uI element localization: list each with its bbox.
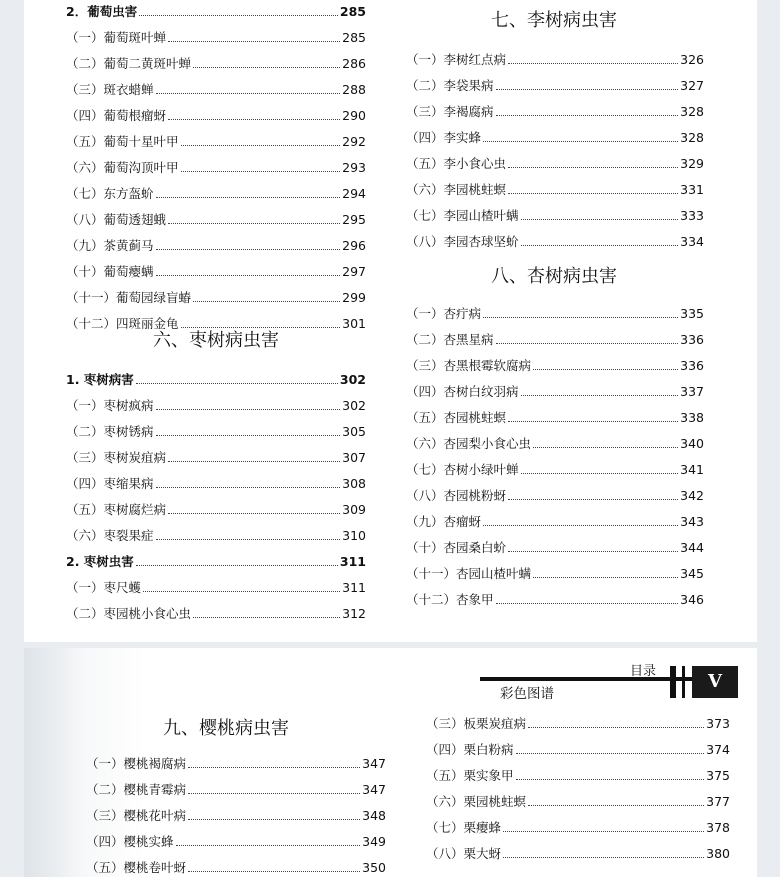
- toc-entry-page: 334: [680, 234, 704, 249]
- dot-leader: [533, 369, 678, 370]
- toc-entry: [66, 544, 366, 570]
- toc-entry-page: 333: [680, 208, 704, 223]
- toc-entry-page: 375: [706, 768, 730, 783]
- toc-entry: [66, 362, 366, 388]
- toc-entry: [426, 732, 730, 758]
- toc-entry: [86, 772, 386, 798]
- toc-entry-page: 338: [680, 410, 704, 425]
- toc-entry-page: 335: [680, 306, 704, 321]
- toc-entry: [406, 120, 704, 146]
- toc-entry-title: （六）葡萄沟顶叶甲: [66, 160, 179, 175]
- toc-entry-title: （四）李实蜂: [406, 130, 482, 145]
- toc-entry: [406, 400, 704, 426]
- header-section-label: 目录: [630, 664, 657, 679]
- dot-leader: [168, 119, 340, 120]
- toc-entry: [406, 296, 704, 322]
- toc-entry: [66, 98, 366, 124]
- toc-entry-title: （二）葡萄二黄斑叶蝉: [66, 56, 192, 71]
- toc-column-right-top-2: [406, 296, 704, 608]
- toc-entry-title: （二）李袋果病: [406, 78, 494, 93]
- dot-leader: [139, 15, 338, 16]
- dot-leader: [156, 539, 341, 540]
- toc-entry-page: 286: [342, 56, 366, 71]
- dot-leader: [188, 793, 360, 794]
- toc-entry-title: （五）葡萄十星叶甲: [66, 134, 179, 149]
- toc-entry: [406, 348, 704, 374]
- header-subtitle: 彩色图谱: [500, 686, 554, 702]
- dot-leader: [483, 525, 678, 526]
- toc-entry-page: 301: [342, 316, 366, 331]
- toc-entry: [86, 798, 386, 824]
- toc-entry: [406, 94, 704, 120]
- toc-entry-page: 329: [680, 156, 704, 171]
- dot-leader: [156, 249, 341, 250]
- dot-leader: [503, 857, 704, 858]
- toc-entry-page: 345: [680, 566, 704, 581]
- toc-entry-page: 328: [680, 104, 704, 119]
- dot-leader: [533, 577, 678, 578]
- toc-entry: [426, 810, 730, 836]
- toc-entry-title: （五）栗实象甲: [426, 768, 514, 783]
- header-bar-thick: [670, 666, 676, 698]
- toc-entry-page: 299: [342, 290, 366, 305]
- toc-entry-page: 307: [342, 450, 366, 465]
- toc-entry-page: 374: [706, 742, 730, 757]
- toc-entry-page: 328: [680, 130, 704, 145]
- toc-entry: [86, 850, 386, 876]
- dot-leader: [533, 447, 678, 448]
- dot-leader: [496, 343, 679, 344]
- toc-entry-page: 302: [339, 372, 366, 387]
- dot-leader: [156, 435, 341, 436]
- toc-entry-page: 297: [342, 264, 366, 279]
- toc-entry-title: （四）樱桃实蜂: [86, 834, 174, 849]
- dot-leader: [168, 513, 340, 514]
- toc-entry: [66, 414, 366, 440]
- toc-entry: [66, 150, 366, 176]
- toc-entry-page: 285: [342, 30, 366, 45]
- dot-leader: [483, 141, 678, 142]
- toc-entry: [406, 374, 704, 400]
- toc-entry-title: （一）杏疔病: [406, 306, 482, 321]
- toc-entry: [66, 596, 366, 622]
- toc-column-left-top-2: [66, 362, 366, 622]
- toc-entry-title: （九）杏瘤蚜: [406, 514, 482, 529]
- toc-entry-title: （三）板栗炭疽病: [426, 716, 527, 731]
- toc-entry: [426, 758, 730, 784]
- page-header: [480, 660, 756, 700]
- toc-entry: [66, 466, 366, 492]
- toc-entry-page: 309: [342, 502, 366, 517]
- toc-entry-page: 380: [706, 846, 730, 861]
- dot-leader: [508, 63, 678, 64]
- toc-entry-title: （二）樱桃青霉病: [86, 782, 187, 797]
- toc-entry-page: 341: [680, 462, 704, 477]
- dot-leader: [496, 89, 679, 90]
- toc-entry-page: 294: [342, 186, 366, 201]
- toc-column-left-bottom: [86, 746, 386, 876]
- toc-entry-page: 292: [342, 134, 366, 149]
- toc-entry: [406, 68, 704, 94]
- toc-entry: [406, 504, 704, 530]
- dot-leader: [193, 301, 340, 302]
- toc-entry: [406, 478, 704, 504]
- toc-entry: [406, 146, 704, 172]
- dot-leader: [528, 805, 704, 806]
- toc-entry: [406, 198, 704, 224]
- header-bar-thin: [682, 666, 685, 698]
- toc-entry-page: 347: [362, 782, 386, 797]
- toc-entry-title: （七）栗瘿蜂: [426, 820, 502, 835]
- dot-leader: [508, 499, 678, 500]
- toc-entry-title: （十二）杏象甲: [406, 592, 494, 607]
- page-number-badge: V: [692, 666, 738, 698]
- toc-entry-title: （一）樱桃褐腐病: [86, 756, 187, 771]
- toc-entry-page: 377: [706, 794, 730, 809]
- toc-entry-title: （一）李树红点病: [406, 52, 507, 67]
- toc-entry-page: 290: [342, 108, 366, 123]
- toc-entry: [66, 176, 366, 202]
- dot-leader: [483, 317, 678, 318]
- toc-entry-page: 312: [342, 606, 366, 621]
- toc-entry: [66, 0, 366, 20]
- toc-entry-title: （六）枣裂果症: [66, 528, 154, 543]
- toc-entry: [406, 556, 704, 582]
- dot-leader: [508, 193, 678, 194]
- toc-entry: [66, 46, 366, 72]
- toc-entry-page: 331: [680, 182, 704, 197]
- toc-entry-page: 336: [680, 332, 704, 347]
- dot-leader: [508, 551, 678, 552]
- dot-leader: [168, 461, 340, 462]
- toc-entry-page: 348: [362, 808, 386, 823]
- toc-entry: [426, 836, 730, 862]
- toc-entry-page: 350: [362, 860, 386, 875]
- dot-leader: [136, 383, 338, 384]
- toc-entry-title: （八）栗大蚜: [426, 846, 502, 861]
- dot-leader: [521, 219, 679, 220]
- toc-entry: [406, 426, 704, 452]
- toc-entry: [66, 388, 366, 414]
- dot-leader: [156, 409, 341, 410]
- toc-entry: [86, 824, 386, 850]
- dot-leader: [496, 603, 679, 604]
- toc-entry-page: 343: [680, 514, 704, 529]
- toc-entry: [406, 322, 704, 348]
- dot-leader: [181, 145, 341, 146]
- toc-entry: [86, 746, 386, 772]
- toc-entry-title: （八）杏园桃粉蚜: [406, 488, 507, 503]
- toc-entry-page: 305: [342, 424, 366, 439]
- dot-leader: [188, 819, 360, 820]
- toc-entry: [66, 518, 366, 544]
- toc-entry-page: 310: [342, 528, 366, 543]
- toc-entry-title: （五）枣树腐烂病: [66, 502, 167, 517]
- toc-entry: [66, 124, 366, 150]
- toc-entry-title: （七）李园山楂叶螨: [406, 208, 519, 223]
- dot-leader: [508, 421, 678, 422]
- toc-entry: [66, 492, 366, 518]
- toc-entry-title: （十一）葡萄园绿盲蝽: [66, 290, 192, 305]
- toc-entry-title: （六）杏园梨小食心虫: [406, 436, 532, 451]
- toc-entry-title: （四）杏树白纹羽病: [406, 384, 519, 399]
- toc-entry-page: 296: [342, 238, 366, 253]
- toc-entry-title: （十一）杏园山楂叶螨: [406, 566, 532, 581]
- toc-entry-page: 326: [680, 52, 704, 67]
- dot-leader: [176, 845, 361, 846]
- dot-leader: [521, 245, 679, 246]
- toc-entry: [66, 254, 366, 280]
- toc-entry-page: 344: [680, 540, 704, 555]
- toc-entry: [406, 42, 704, 68]
- toc-entry: [66, 570, 366, 596]
- toc-entry-title: （九）茶黄蓟马: [66, 238, 154, 253]
- dot-leader: [193, 67, 340, 68]
- dot-leader: [521, 395, 679, 396]
- dot-leader: [188, 871, 360, 872]
- toc-entry-page: 349: [362, 834, 386, 849]
- toc-entry-title: （六）李园桃蛀螟: [406, 182, 507, 197]
- section-title-apricot: 八、杏树病虫害: [491, 266, 617, 287]
- toc-entry-title: （四）栗白粉病: [426, 742, 514, 757]
- toc-entry-page: 302: [342, 398, 366, 413]
- dot-leader: [181, 171, 341, 172]
- toc-entry: [66, 202, 366, 228]
- toc-entry-title: 2. 枣树虫害: [66, 554, 134, 569]
- toc-entry-title: （一）枣尺蠖: [66, 580, 142, 595]
- section-title-jujube: 六、枣树病虫害: [153, 330, 279, 351]
- dot-leader: [193, 617, 340, 618]
- toc-column-right-bottom: [426, 706, 730, 862]
- toc-entry-title: 2．葡萄虫害: [66, 4, 138, 19]
- toc-entry-title: （五）杏园桃蛀螟: [406, 410, 507, 425]
- dot-leader: [508, 167, 678, 168]
- toc-entry-page: 308: [342, 476, 366, 491]
- toc-entry-title: （八）葡萄透翅蛾: [66, 212, 167, 227]
- toc-entry-page: 337: [680, 384, 704, 399]
- toc-entry-title: （一）葡萄斑叶蝉: [66, 30, 167, 45]
- toc-entry-page: 373: [706, 716, 730, 731]
- dot-leader: [143, 591, 340, 592]
- toc-entry-page: 295: [342, 212, 366, 227]
- toc-column-left-top: [66, 0, 366, 332]
- toc-entry: [66, 440, 366, 466]
- dot-leader: [168, 223, 340, 224]
- toc-entry-title: （五）李小食心虫: [406, 156, 507, 171]
- toc-entry-page: 347: [362, 756, 386, 771]
- toc-entry-title: （二）杏黑星病: [406, 332, 494, 347]
- toc-entry-title: （三）樱桃花叶病: [86, 808, 187, 823]
- toc-entry-title: （三）李褐腐病: [406, 104, 494, 119]
- toc-entry-page: 327: [680, 78, 704, 93]
- toc-entry-page: 293: [342, 160, 366, 175]
- toc-entry-title: （十）杏园桑白蚧: [406, 540, 507, 555]
- toc-entry: [426, 706, 730, 732]
- toc-entry: [66, 20, 366, 46]
- toc-entry-title: （三）杏黑根霉软腐病: [406, 358, 532, 373]
- toc-entry-page: 346: [680, 592, 704, 607]
- section-title-cherry: 九、樱桃病虫害: [163, 718, 289, 739]
- toc-entry-page: 342: [680, 488, 704, 503]
- toc-entry-title: （八）李园杏球坚蚧: [406, 234, 519, 249]
- toc-entry-page: 336: [680, 358, 704, 373]
- dot-leader: [156, 487, 341, 488]
- toc-column-right-top: [406, 42, 704, 250]
- toc-entry-title: （二）枣树锈病: [66, 424, 154, 439]
- dot-leader: [516, 753, 705, 754]
- toc-entry-title: （七）东方盔蚧: [66, 186, 154, 201]
- toc-entry-title: （六）栗园桃蛀螟: [426, 794, 527, 809]
- toc-entry: [406, 172, 704, 198]
- toc-entry: [66, 280, 366, 306]
- toc-entry-page: 340: [680, 436, 704, 451]
- dot-leader: [521, 473, 679, 474]
- toc-entry-title: （十）葡萄瘿螨: [66, 264, 154, 279]
- toc-entry: [66, 228, 366, 254]
- toc-entry-page: 285: [339, 4, 366, 19]
- toc-entry-title: （二）枣园桃小食心虫: [66, 606, 192, 621]
- dot-leader: [496, 115, 679, 116]
- toc-entry-title: （一）枣树疯病: [66, 398, 154, 413]
- dot-leader: [156, 93, 341, 94]
- toc-entry-title: （三）斑衣蜡蝉: [66, 82, 154, 97]
- toc-entry: [406, 582, 704, 608]
- toc-entry: [426, 784, 730, 810]
- section-title-plum: 七、李树病虫害: [491, 10, 617, 31]
- dot-leader: [168, 41, 340, 42]
- toc-entry-title: 1. 枣树病害: [66, 372, 134, 387]
- toc-entry: [406, 452, 704, 478]
- dot-leader: [136, 565, 338, 566]
- toc-entry-page: 378: [706, 820, 730, 835]
- toc-entry-title: （十二）四斑丽金龟: [66, 316, 179, 331]
- toc-entry-page: 311: [339, 554, 366, 569]
- dot-leader: [503, 831, 704, 832]
- toc-entry: [406, 530, 704, 556]
- toc-entry: [66, 72, 366, 98]
- toc-entry: [406, 224, 704, 250]
- toc-entry-title: （三）枣树炭疽病: [66, 450, 167, 465]
- toc-entry-page: 311: [342, 580, 366, 595]
- toc-entry-title: （七）杏树小绿叶蝉: [406, 462, 519, 477]
- dot-leader: [516, 779, 705, 780]
- dot-leader: [156, 275, 341, 276]
- toc-entry-title: （四）枣缩果病: [66, 476, 154, 491]
- toc-entry-title: （五）樱桃卷叶蚜: [86, 860, 187, 875]
- dot-leader: [528, 727, 704, 728]
- dot-leader: [156, 197, 341, 198]
- toc-entry-page: 288: [342, 82, 366, 97]
- dot-leader: [188, 767, 360, 768]
- toc-entry-title: （四）葡萄根瘤蚜: [66, 108, 167, 123]
